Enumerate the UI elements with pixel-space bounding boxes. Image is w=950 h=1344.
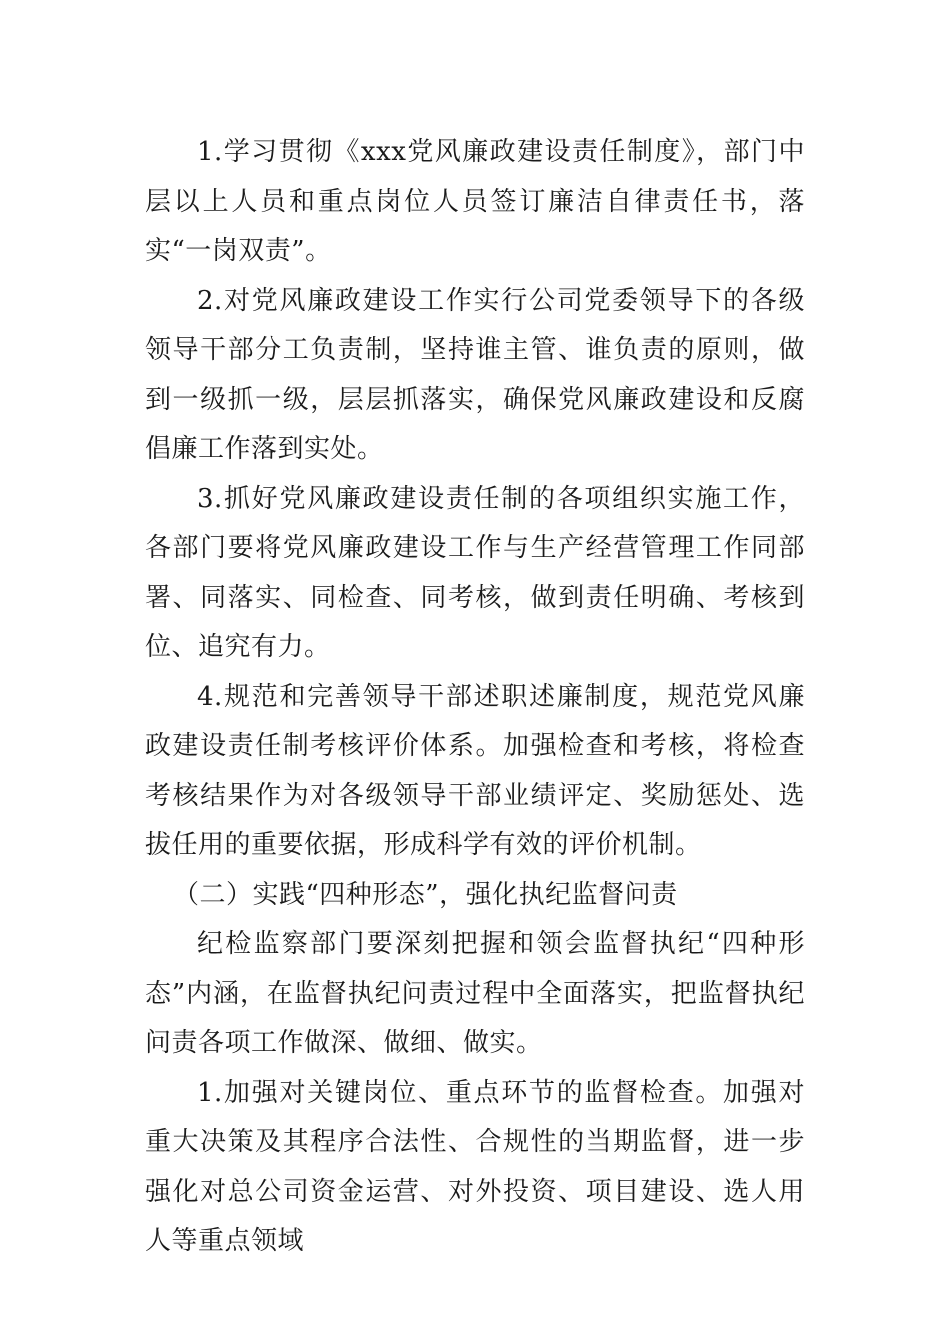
document-body [145, 128, 805, 1267]
paragraph-4: 4.规范和完善领导干部述职述廉制度，规范党风廉政建设责任制考核评价体系。加强检查和考核，将检查考核结果作为对各级领导干部业绩评定、奖励惩处、选拔任用的重要依据，形成科学有效的评价机制。 [145, 681, 805, 860]
paragraph-2: 2.对党风廉政建设工作实行公司党委领导下的各级领导干部分工负责制，坚持谁主管、谁负责的原则，做到一级抓一级，层层抓落实，确保党风廉政建设和反腐倡廉工作落到实处。 [145, 285, 805, 464]
section-paragraph-1: 纪检监察部门要深刻把握和领会监督执纪“四种形态”内涵，在监督执纪问责过程中全面落实，把监督执纪问责各项工作做深、做细、做实。 [145, 929, 805, 1058]
paragraph-1: 1.学习贯彻《xxx党风廉政建设责任制度》，部门中层以上人员和重点岗位人员签订廉洁自律责任书，落实“一岗双责”。 [145, 137, 805, 266]
section-paragraph-2: 1.加强对关键岗位、重点环节的监督检查。加强对重大决策及其程序合法性、合规性的当期监督，进一步强化对总公司资金运营、对外投资、项目建设、选人用人等重点领域 [145, 1077, 805, 1256]
paragraph-3: 3.抓好党风廉政建设责任制的各项组织实施工作，各部门要将党风廉政建设工作与生产经营管理工作同部署、同落实、同检查、同考核，做到责任明确、考核到位、追究有力。 [145, 483, 805, 662]
section-heading: （二）实践“四种形态”，强化执纪监督问责 [173, 879, 678, 910]
